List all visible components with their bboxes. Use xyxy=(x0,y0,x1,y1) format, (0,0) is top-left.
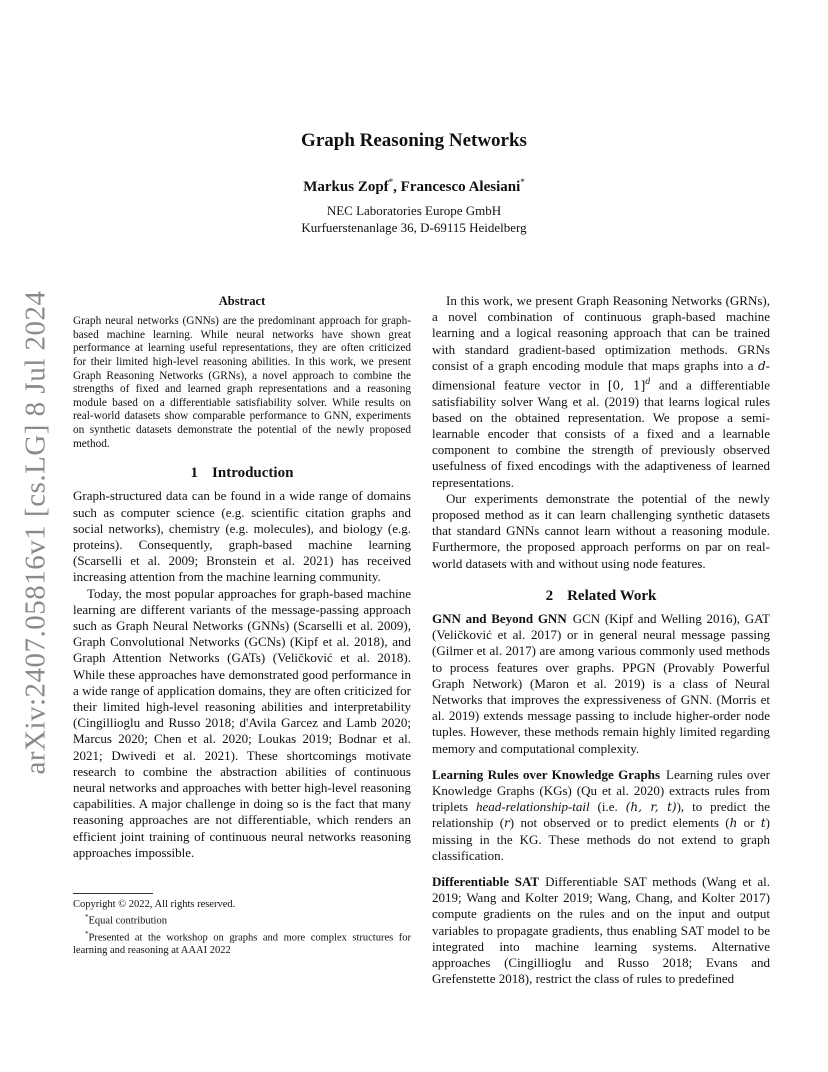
text-run: and a differentiable satisfiability solver Wang et al. (2019) that learns logical rules based on the obtained representation. We propose a semi-learnable encoder that consists of a fixed and a learnable component to combine the strength of previously observed usefulness of fixed encodings with the adaptiveness of learned representations. xyxy=(432,377,770,490)
text-run: In this work, we present Graph Reasoning Networks (GRNs), a novel combination of continuous graph-based machine learning and a logical reasoning approach that can be trained with standard gradient-based optimization methods. GRNs consist of a graph encoding module that maps graphs into a xyxy=(432,293,770,373)
math-inline: r xyxy=(504,816,510,831)
author-footnote-mark: * xyxy=(388,177,394,187)
section-number: 2 xyxy=(545,587,554,604)
section-title-text: Introduction xyxy=(212,465,294,482)
math-inline: [0, 1] xyxy=(607,378,646,393)
affiliation-name: NEC Laboratories Europe GmbH xyxy=(326,203,502,218)
section-heading xyxy=(73,465,411,481)
paragraph-gap xyxy=(432,757,770,767)
related-work-paragraph xyxy=(432,611,770,757)
related-work-paragraph xyxy=(432,874,770,987)
paper-title: Graph Reasoning Networks xyxy=(301,130,527,151)
footnote-rule xyxy=(73,893,153,894)
math-inline: d xyxy=(757,358,766,373)
text-run: ) not observed or to predict elements ( xyxy=(509,815,730,831)
math-inline: (h, r, t) xyxy=(625,800,677,815)
section-number: 1 xyxy=(190,465,199,482)
paragraph-text: Differentiable SAT methods (Wang et al. 2019; Wang and Kolter 2019; Wang, Chang, and Kolter 2017) compute gradients on the rules and on the input and output variables to propagate gradients, thus enabling SAT model to be integrated into machine learning systems. Alternative approaches (Cingillioglu and Russo 2018; Evans and Grefenstette 2018), restrict the class of rules to predefined xyxy=(432,874,770,987)
left-column xyxy=(73,293,411,861)
paragraph-heading: GNN and Beyond GNN xyxy=(432,610,567,626)
author-name: Markus Zopf xyxy=(303,179,389,195)
math-superscript: d xyxy=(645,377,651,387)
paragraph-heading: Differentiable SAT xyxy=(432,874,540,890)
math-inline: t xyxy=(760,816,766,831)
intro-paragraph: Our experiments demonstrate the potential of the newly proposed method as it can learn challenging synthetic datasets that standard GNNs cannot learn without a reasoning module. Furthermore, the proposed approach performs on par on real-world datasets with and without using node features. xyxy=(432,490,770,571)
section-heading xyxy=(432,588,770,604)
intro-paragraph xyxy=(432,293,770,491)
footnote xyxy=(73,928,411,958)
footnote-mark: * xyxy=(85,929,89,938)
math-inline: h xyxy=(729,816,738,831)
footnote-mark: * xyxy=(85,913,89,921)
arxiv-id-text: arXiv:2407.05816v1 [cs.LG] 8 Jul 2024 xyxy=(19,289,52,775)
author-separator: , xyxy=(393,179,401,195)
footnote xyxy=(73,911,411,928)
paragraph-heading: Learning Rules over Knowledge Graphs xyxy=(432,766,661,782)
right-column xyxy=(432,293,770,987)
abstract-text: Graph neural networks (GNNs) are the predominant approach for graph-based machine learning. While neural networks have shown great performance at learning useful representations, they are often criticized for their limited high-level reasoning abilities. In this work, we present Graph Reasoning Networks (GRNs), a novel approach to combine the strengths of fixed and learned graph representations and a reasoning module based on a differentiable satisfiability solver. While results on real-world datasets show comparable performance to GNN, experiments on synthetic datasets demonstrate the potential of the newly proposed method. xyxy=(73,315,411,450)
affiliation-address: Kurfuerstenanlage 36, D-69115 Heidelberg xyxy=(301,220,527,235)
footnote-block xyxy=(73,893,411,957)
text-run: Learning rules over Knowledge Graphs (KGs) (Qu et al. 2020) extracts rules from triplets xyxy=(432,766,770,815)
text-run: or xyxy=(737,815,761,831)
footnote-text: Presented at the workshop on graphs and more complex structures for learning and reasoning at AAAI 2022 xyxy=(73,932,411,956)
emphasis-text: head-relationship-tail xyxy=(476,799,590,815)
related-work-paragraph xyxy=(432,767,770,864)
author-list xyxy=(0,177,828,196)
paragraph-text: GCN (Kipf and Welling 2016), GAT (Veličković et al. 2017) or in general neural message passing (Gilmer et al. 2017) are among various commonly used methods to process features over graphs. PPGN (Provably Powerful Graph Network) (Maron et al. 2019) is a class of Neural Networks that improves the expressiveness of GNN. (Morris et al. 2019) extends message passing to include higher-order node tuples. However, these methods remain highly limited regarding memory and computational complexity. xyxy=(432,610,770,756)
text-run: ), to predict the relationship ( xyxy=(432,799,770,831)
intro-paragraph: Graph-structured data can be found in a wide range of domains such as computer science (e.g. scientific citation graphs and social networks), chemistry (e.g. molecules), and biology (e.g. proteins). Consequently, graph-based machine learning (Scarselli et al. 2009; Bronstein et al. 2021) has received increasing attention from the machine learning community. xyxy=(73,488,411,585)
text-run: (i.e. xyxy=(589,799,626,815)
author-name: Francesco Alesiani xyxy=(400,179,521,195)
author-footnote-mark: * xyxy=(520,177,525,187)
abstract-heading: Abstract xyxy=(218,294,266,308)
paragraph-gap xyxy=(432,864,770,874)
text-run: ) missing in the KG. These methods do not extend to graph classification. xyxy=(432,815,770,863)
text-run: -dimensional feature vector in xyxy=(432,357,770,393)
intro-paragraph: Today, the most popular approaches for graph-based machine learning are different variants of the message-passing approach such as Graph Neural Networks (GNNs) (Scarselli et al. 2009), Graph Convolutional Networks (GCNs) (Kipf et al. 2018), and Graph Attention Networks (GATs) (Veličković et al. 2018). While these approaches have demonstrated good performance in a wide range of application domains, they are often criticized for their limited high-level reasoning abilities and interpretability (Cingillioglu and Russo 2018; d'Avila Garcez and Lamb 2020; Marcus 2020; Chen et al. 2020; Loukas 2019; Bodnar et al. 2021; Dwivedi et al. 2021). These shortcomings motivate research to combine the abstraction abilities of continuous neural networks and approaches with better high-level reasoning capabilities. A major challenge in doing so is the fact that many reasoning approaches are not differentiable, which renders an efficient joint training of continuous neural networks reasoning approaches impossible. xyxy=(73,585,411,860)
arxiv-identifier-stamp xyxy=(14,289,58,775)
section-title-text: Related Work xyxy=(567,587,657,604)
copyright-notice: Copyright © 2022, All rights reserved. xyxy=(73,899,236,910)
footnote-text: Equal contribution xyxy=(88,915,167,927)
